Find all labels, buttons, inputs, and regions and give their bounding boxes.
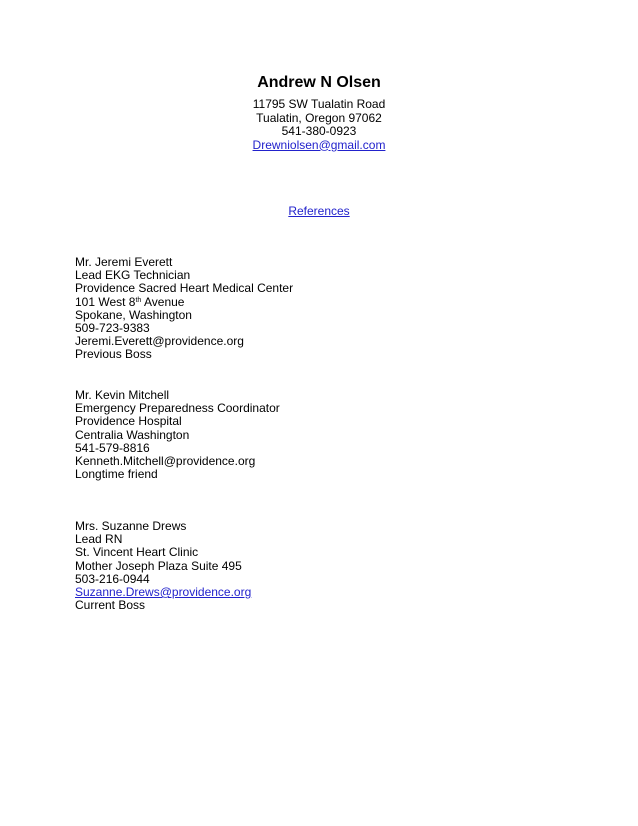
reference-email: Kenneth.Mitchell@providence.org bbox=[75, 454, 256, 469]
reference-name: Mrs. Suzanne Drews bbox=[75, 519, 187, 533]
reference-relation: Longtime friend bbox=[75, 467, 158, 482]
reference-organization: Providence Sacred Heart Medical Center bbox=[75, 281, 294, 296]
reference-name: Mr. Jeremi Everett bbox=[75, 255, 173, 269]
reference-relation: Current Boss bbox=[75, 598, 146, 613]
reference-phone: 541-579-8816 bbox=[75, 440, 150, 455]
reference-organization: St. Vincent Heart Clinic bbox=[75, 545, 199, 560]
city-state-zip: Tualatin, Oregon 97062 bbox=[256, 110, 382, 125]
applicant-name: Andrew N Olsen bbox=[257, 74, 381, 91]
references-heading-link[interactable]: References bbox=[288, 204, 350, 218]
reference-city: Spokane, Washington bbox=[75, 307, 192, 322]
reference-email: Jeremi.Everett@providence.org bbox=[75, 334, 244, 349]
reference-city: Centralia Washington bbox=[75, 427, 190, 442]
reference-address: Mother Joseph Plaza Suite 495 bbox=[75, 558, 242, 573]
reference-organization: Providence Hospital bbox=[75, 414, 182, 429]
reference-entry bbox=[75, 256, 293, 362]
reference-phone: 509-723-9383 bbox=[75, 321, 150, 336]
address-street-suffix: Avenue bbox=[141, 294, 185, 309]
reference-relation: Previous Boss bbox=[75, 347, 152, 362]
ordinal-superscript: th bbox=[135, 296, 142, 304]
street-address: 11795 SW Tualatin Road bbox=[252, 97, 386, 111]
reference-address bbox=[75, 296, 293, 309]
reference-title: Emergency Preparedness Coordinator bbox=[75, 401, 280, 416]
address-street-number: 101 West 8 bbox=[75, 294, 136, 309]
reference-email-link[interactable]: Suzanne.Drews@providence.org bbox=[75, 585, 252, 600]
reference-entry bbox=[75, 389, 280, 481]
reference-title: Lead EKG Technician bbox=[75, 268, 191, 283]
email-link[interactable]: Drewniolsen@gmail.com bbox=[252, 137, 386, 152]
reference-title: Lead RN bbox=[75, 532, 123, 547]
reference-name: Mr. Kevin Mitchell bbox=[75, 388, 170, 402]
reference-phone: 503-216-0944 bbox=[75, 571, 150, 586]
reference-entry bbox=[75, 520, 251, 612]
phone-number: 541-380-0923 bbox=[281, 124, 357, 138]
contact-header bbox=[0, 72, 638, 152]
